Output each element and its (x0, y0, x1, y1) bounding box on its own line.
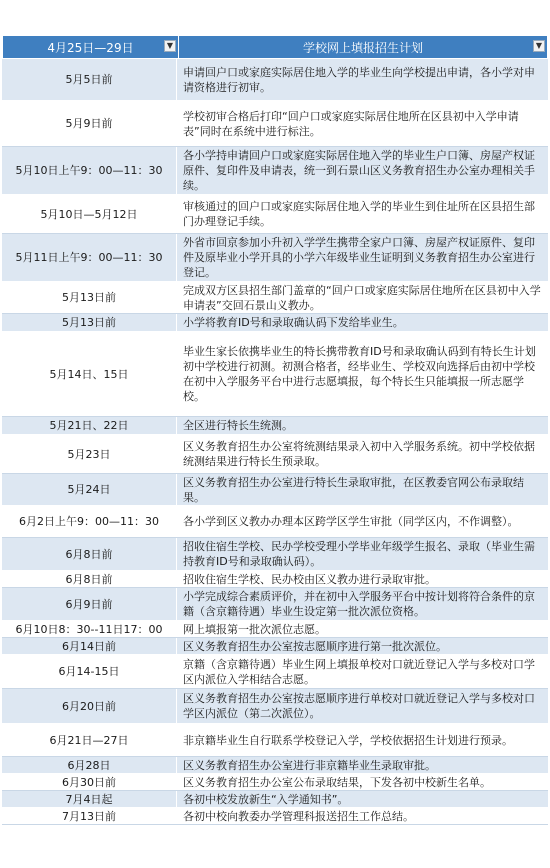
table-row (2, 655, 548, 689)
row-description-cell (177, 638, 548, 654)
row-description-cell (177, 417, 548, 434)
row-description: 各初中校发放新生“入学通知书”。 (183, 792, 349, 806)
dropdown-arrow-icon[interactable]: ▼ (164, 40, 176, 52)
row-date: 5月23日 (2, 435, 177, 473)
row-date: 6月9日前 (2, 588, 177, 620)
row-description: 毕业生家长依携毕业生的特长携带教育ID号和录取确认码到有特长生计划初中学校进行初测。初测合格者，经毕业生、学校双向选择后由初中学校在初中入学服务平台中进行志愿填报，每个特长生只能填报一所志愿学校。 (183, 345, 536, 403)
header-date-cell (3, 36, 179, 58)
row-description-cell (177, 435, 548, 473)
row-description-cell (177, 791, 548, 807)
row-description-cell (177, 332, 548, 416)
row-date: 7月13日前 (2, 808, 177, 824)
row-description-cell (177, 538, 548, 570)
row-description-cell (177, 621, 548, 637)
row-description-cell (177, 59, 548, 100)
table-header (2, 35, 548, 59)
table-row (2, 314, 548, 332)
row-description-cell (177, 808, 548, 824)
row-description-cell (177, 757, 548, 773)
table-row (2, 506, 548, 538)
row-description: 区义务教育招生办公室进行非京籍毕业生录取审批。 (183, 758, 436, 772)
table-row (2, 774, 548, 791)
row-description: 小学将教育ID号和录取确认码下发给毕业生。 (183, 316, 404, 329)
row-description-cell (177, 282, 548, 313)
table-row (2, 791, 548, 808)
table-row (2, 147, 548, 195)
row-date: 5月11日上午9：00—11：30 (2, 234, 177, 281)
table-row (2, 638, 548, 655)
row-description-cell (177, 101, 548, 146)
table-row (2, 474, 548, 506)
dropdown-arrow-icon[interactable]: ▼ (533, 40, 545, 52)
row-description: 区义务教育招生办公室公布录取结果，下发各初中校新生名单。 (183, 775, 491, 789)
row-date: 6月14-15日 (2, 655, 177, 688)
table-row (2, 571, 548, 588)
row-description: 审核通过的回户口或家庭实际居住地入学的毕业生到住址所在区县招生部门办理登记手续。 (183, 200, 535, 228)
row-description-cell (177, 689, 548, 723)
row-date: 5月10日—5月12日 (2, 195, 177, 233)
table-row (2, 435, 548, 474)
row-description-cell (177, 195, 548, 233)
row-date: 5月9日前 (2, 101, 177, 146)
row-description-cell (177, 655, 548, 688)
row-date: 5月13日前 (2, 314, 177, 331)
row-description-cell (177, 724, 548, 756)
row-description-cell (177, 588, 548, 620)
header-title: 学校网上填报招生计划 (302, 40, 423, 55)
row-description: 小学完成综合素质评价，并在初中入学服务平台中按计划将符合条件的京籍（含京籍待遇）毕业生设定第一批次派位资格。 (183, 590, 535, 618)
table-row (2, 332, 548, 417)
row-description-cell (177, 774, 548, 790)
row-date: 6月2日上午9：00—11：30 (2, 506, 177, 537)
row-description: 区义务教育招生办公室进行特长生录取审批，在区教委官网公布录取结果。 (183, 475, 524, 504)
row-date: 5月5日前 (2, 59, 177, 100)
row-date: 5月10日上午9：00—11：30 (2, 147, 177, 194)
row-description: 网上填报第一批次派位志愿。 (183, 622, 326, 636)
table-row (2, 59, 548, 101)
row-description-cell (177, 506, 548, 537)
row-description: 各小学到区义教办办理本区跨学区学生审批（同学区内，不作调整）。 (183, 515, 519, 528)
row-description: 区义务教育招生办公室按志愿顺序进行单校对口就近登记入学与多校对口学区内派位（第二次派位）。 (183, 692, 535, 720)
row-description: 全区进行特长生统测。 (183, 419, 293, 432)
row-description: 完成双方区县招生部门盖章的“回户口或家庭实际居住地所在区县初中入学申请表”交回石景山义教办。 (183, 283, 541, 312)
table-row (2, 757, 548, 774)
row-date: 7月4日起 (2, 791, 177, 807)
row-description: 招收住宿生学校、民办校由区义教办进行录取审批。 (183, 572, 436, 586)
row-description: 招收住宿生学校、民办学校受理小学毕业年级学生报名、录取（毕业生需持教育ID号和录取确认码）。 (183, 540, 535, 568)
row-date: 6月14日前 (2, 638, 177, 654)
row-date: 5月14日、15日 (2, 332, 177, 416)
row-description: 学校初审合格后打印“回户口或家庭实际居住地所在区县初中入学申请表”同时在系统中进行标注。 (183, 109, 519, 138)
table-row (2, 689, 548, 724)
row-date: 6月10日8：30--11日17：00 (2, 621, 177, 637)
row-description: 各初中校向教委办学管理科报送招生工作总结。 (183, 809, 414, 823)
table-row (2, 234, 548, 282)
row-date: 6月8日前 (2, 538, 177, 570)
header-date-label: 4月25日—29日 (47, 40, 134, 55)
row-date: 6月30日前 (2, 774, 177, 790)
table-row (2, 101, 548, 147)
row-description: 区义务教育招生办公室将统测结果录入初中入学服务系统。初中学校依据统测结果进行特长生预录取。 (183, 440, 535, 468)
row-description: 申请回户口或家庭实际居住地入学的毕业生向学校提出申请，各小学对申请资格进行初审。 (183, 65, 535, 94)
table-row (2, 195, 548, 234)
header-title-cell (179, 36, 547, 58)
table-row (2, 417, 548, 435)
row-description-cell (177, 474, 548, 505)
row-description: 外省市回京参加小升初入学学生携带全家户口簿、房屋产权证原件、复印件及原毕业小学开具的小学六年级毕业生证明到义务教育招生办公室进行登记。 (183, 236, 535, 279)
row-date: 5月24日 (2, 474, 177, 505)
row-date: 6月28日 (2, 757, 177, 773)
row-description-cell (177, 314, 548, 331)
table-row (2, 724, 548, 757)
table-row (2, 808, 548, 825)
row-date: 5月13日前 (2, 282, 177, 313)
row-date: 5月21日、22日 (2, 417, 177, 434)
row-description: 京籍（含京籍待遇）毕业生网上填报单校对口就近登记入学与多校对口学区内派位入学相结合志愿。 (183, 657, 535, 686)
row-date: 6月20日前 (2, 689, 177, 723)
row-date: 6月8日前 (2, 571, 177, 587)
schedule-table (2, 35, 548, 825)
row-description: 非京籍毕业生自行联系学校登记入学，学校依据招生计划进行预录。 (183, 733, 513, 747)
table-row (2, 282, 548, 314)
row-date: 6月21日—27日 (2, 724, 177, 756)
table-row (2, 588, 548, 621)
row-description-cell (177, 147, 548, 194)
row-description: 区义务教育招生办公室按志愿顺序进行第一批次派位。 (183, 639, 447, 653)
row-description: 各小学持申请回户口或家庭实际居住地入学的毕业生户口簿、房屋产权证原件、复印件及申请表，统一到石景山区义务教育招生办公室办理相关手续。 (183, 149, 535, 192)
table-row (2, 538, 548, 571)
row-description-cell (177, 234, 548, 281)
row-description-cell (177, 571, 548, 587)
table-row (2, 621, 548, 638)
table-body (2, 59, 548, 825)
